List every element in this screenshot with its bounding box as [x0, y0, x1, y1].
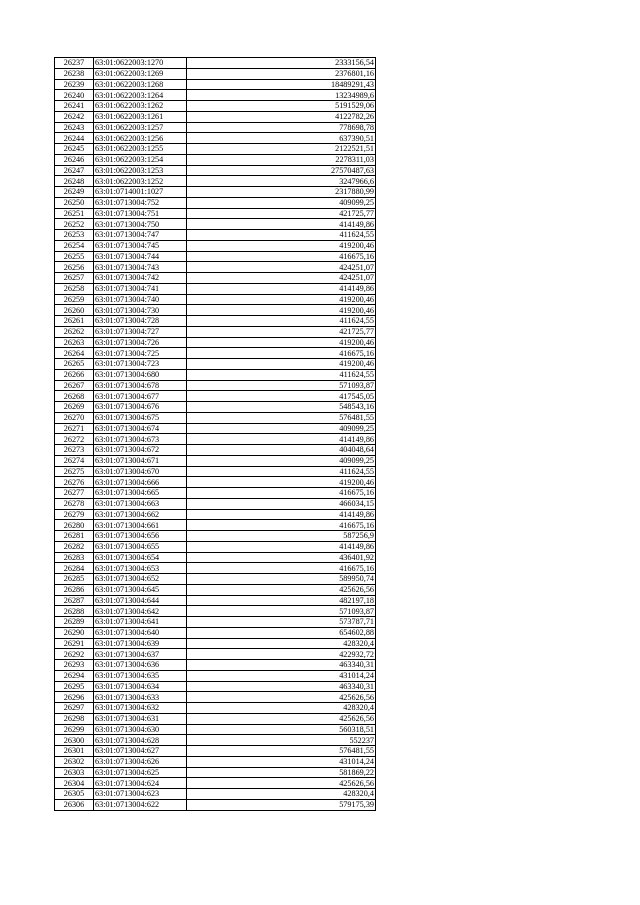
cadastral-number-cell: 63:01:0713004:752 — [94, 197, 187, 208]
table-row — [55, 488, 376, 499]
cadastral-number-cell: 63:01:0713004:723 — [94, 359, 187, 370]
cadastral-number-cell: 63:01:0713004:740 — [94, 294, 187, 305]
row-number-cell: 26277 — [55, 488, 94, 499]
row-number-cell: 26247 — [55, 165, 94, 176]
table-row — [55, 423, 376, 434]
table-row — [55, 305, 376, 316]
cadastral-number-cell: 63:01:0622003:1261 — [94, 111, 187, 122]
cadastral-number-cell: 63:01:0713004:634 — [94, 681, 187, 692]
cadastral-number-cell: 63:01:0713004:632 — [94, 703, 187, 714]
row-number-cell: 26272 — [55, 434, 94, 445]
table-row — [55, 638, 376, 649]
table-row — [55, 262, 376, 273]
value-cell: 419200,46 — [187, 240, 376, 251]
cadastral-number-cell: 63:01:0713004:677 — [94, 391, 187, 402]
value-cell: 637390,51 — [187, 133, 376, 144]
row-number-cell: 26293 — [55, 660, 94, 671]
value-cell: 419200,46 — [187, 305, 376, 316]
row-number-cell: 26251 — [55, 208, 94, 219]
row-number-cell: 26243 — [55, 122, 94, 133]
cadastral-number-cell: 63:01:0713004:625 — [94, 767, 187, 778]
row-number-cell: 26302 — [55, 756, 94, 767]
cadastral-value-table — [54, 57, 376, 811]
value-cell: 654602,88 — [187, 627, 376, 638]
cadastral-number-cell: 63:01:0713004:656 — [94, 531, 187, 542]
value-cell: 466034,15 — [187, 498, 376, 509]
table-row — [55, 724, 376, 735]
table-row — [55, 563, 376, 574]
table-row — [55, 746, 376, 757]
table-row — [55, 767, 376, 778]
cadastral-number-cell: 63:01:0713004:636 — [94, 660, 187, 671]
cadastral-number-cell: 63:01:0713004:624 — [94, 778, 187, 789]
cadastral-number-cell: 63:01:0714001:1027 — [94, 187, 187, 198]
cadastral-number-cell: 63:01:0713004:642 — [94, 606, 187, 617]
table-row — [55, 541, 376, 552]
table-row — [55, 552, 376, 563]
value-cell: 2278311,03 — [187, 154, 376, 165]
value-cell: 428320,4 — [187, 789, 376, 800]
cadastral-number-cell: 63:01:0713004:635 — [94, 670, 187, 681]
cadastral-number-cell: 63:01:0622003:1269 — [94, 68, 187, 79]
value-cell: 416675,16 — [187, 348, 376, 359]
table-row — [55, 498, 376, 509]
cadastral-number-cell: 63:01:0713004:743 — [94, 262, 187, 273]
cadastral-number-cell: 63:01:0713004:744 — [94, 251, 187, 262]
cadastral-number-cell: 63:01:0713004:626 — [94, 756, 187, 767]
row-number-cell: 26299 — [55, 724, 94, 735]
row-number-cell: 26260 — [55, 305, 94, 316]
cadastral-number-cell: 63:01:0713004:742 — [94, 273, 187, 284]
row-number-cell: 26278 — [55, 498, 94, 509]
row-number-cell: 26286 — [55, 584, 94, 595]
cadastral-number-cell: 63:01:0713004:730 — [94, 305, 187, 316]
cadastral-number-cell: 63:01:0622003:1270 — [94, 58, 187, 69]
table-row — [55, 316, 376, 327]
table-row — [55, 273, 376, 284]
value-cell: 419200,46 — [187, 337, 376, 348]
cadastral-number-cell: 63:01:0713004:674 — [94, 423, 187, 434]
table-row — [55, 531, 376, 542]
table-row — [55, 68, 376, 79]
value-cell: 425626,56 — [187, 713, 376, 724]
table-row — [55, 219, 376, 230]
value-cell: 416675,16 — [187, 520, 376, 531]
cadastral-number-cell: 63:01:0713004:627 — [94, 746, 187, 757]
value-cell: 411624,55 — [187, 316, 376, 327]
value-cell: 560318,51 — [187, 724, 376, 735]
row-number-cell: 26258 — [55, 283, 94, 294]
table-row — [55, 90, 376, 101]
table-row — [55, 133, 376, 144]
row-number-cell: 26239 — [55, 79, 94, 90]
value-cell: 589950,74 — [187, 574, 376, 585]
cadastral-number-cell: 63:01:0713004:741 — [94, 283, 187, 294]
value-cell: 428320,4 — [187, 638, 376, 649]
cadastral-number-cell: 63:01:0622003:1253 — [94, 165, 187, 176]
table-row — [55, 176, 376, 187]
table-row — [55, 111, 376, 122]
row-number-cell: 26306 — [55, 799, 94, 810]
row-number-cell: 26301 — [55, 746, 94, 757]
value-cell: 573787,71 — [187, 617, 376, 628]
value-cell: 3247966,6 — [187, 176, 376, 187]
value-cell: 411624,55 — [187, 466, 376, 477]
table-row — [55, 165, 376, 176]
value-cell: 576481,55 — [187, 412, 376, 423]
cadastral-number-cell: 63:01:0713004:631 — [94, 713, 187, 724]
row-number-cell: 26268 — [55, 391, 94, 402]
cadastral-number-cell: 63:01:0622003:1254 — [94, 154, 187, 165]
cadastral-number-cell: 63:01:0713004:665 — [94, 488, 187, 499]
row-number-cell: 26284 — [55, 563, 94, 574]
table-row — [55, 692, 376, 703]
row-number-cell: 26275 — [55, 466, 94, 477]
cadastral-number-cell: 63:01:0713004:640 — [94, 627, 187, 638]
value-cell: 414149,86 — [187, 283, 376, 294]
value-cell: 419200,46 — [187, 359, 376, 370]
value-cell: 5191529,06 — [187, 101, 376, 112]
table-row — [55, 681, 376, 692]
cadastral-number-cell: 63:01:0622003:1255 — [94, 144, 187, 155]
value-cell: 414149,86 — [187, 541, 376, 552]
value-cell: 411624,55 — [187, 369, 376, 380]
value-cell: 4122782,26 — [187, 111, 376, 122]
row-number-cell: 26249 — [55, 187, 94, 198]
row-number-cell: 26238 — [55, 68, 94, 79]
cadastral-number-cell: 63:01:0713004:726 — [94, 337, 187, 348]
table-row — [55, 187, 376, 198]
table-row — [55, 789, 376, 800]
value-cell: 409099,25 — [187, 197, 376, 208]
table-row — [55, 144, 376, 155]
table-row — [55, 101, 376, 112]
row-number-cell: 26298 — [55, 713, 94, 724]
row-number-cell: 26240 — [55, 90, 94, 101]
row-number-cell: 26288 — [55, 606, 94, 617]
cadastral-number-cell: 63:01:0713004:666 — [94, 477, 187, 488]
row-number-cell: 26250 — [55, 197, 94, 208]
table-row — [55, 412, 376, 423]
table-row — [55, 197, 376, 208]
table-row — [55, 703, 376, 714]
row-number-cell: 26295 — [55, 681, 94, 692]
value-cell: 579175,39 — [187, 799, 376, 810]
table-body — [55, 58, 376, 811]
value-cell: 424251,07 — [187, 273, 376, 284]
row-number-cell: 26280 — [55, 520, 94, 531]
cadastral-number-cell: 63:01:0713004:750 — [94, 219, 187, 230]
cadastral-number-cell: 63:01:0622003:1256 — [94, 133, 187, 144]
row-number-cell: 26285 — [55, 574, 94, 585]
value-cell: 421725,77 — [187, 208, 376, 219]
cadastral-number-cell: 63:01:0622003:1268 — [94, 79, 187, 90]
table-row — [55, 294, 376, 305]
value-cell: 416675,16 — [187, 251, 376, 262]
row-number-cell: 26292 — [55, 649, 94, 660]
value-cell: 13234989,6 — [187, 90, 376, 101]
cadastral-number-cell: 63:01:0622003:1257 — [94, 122, 187, 133]
cadastral-number-cell: 63:01:0713004:637 — [94, 649, 187, 660]
row-number-cell: 26270 — [55, 412, 94, 423]
cadastral-number-cell: 63:01:0713004:751 — [94, 208, 187, 219]
row-number-cell: 26282 — [55, 541, 94, 552]
row-number-cell: 26248 — [55, 176, 94, 187]
value-cell: 2333156,54 — [187, 58, 376, 69]
cadastral-number-cell: 63:01:0713004:747 — [94, 230, 187, 241]
value-cell: 2317880,99 — [187, 187, 376, 198]
cadastral-number-cell: 63:01:0713004:630 — [94, 724, 187, 735]
table-row — [55, 455, 376, 466]
row-number-cell: 26289 — [55, 617, 94, 628]
cadastral-number-cell: 63:01:0713004:745 — [94, 240, 187, 251]
value-cell: 548543,16 — [187, 402, 376, 413]
value-cell: 414149,86 — [187, 434, 376, 445]
table-row — [55, 283, 376, 294]
row-number-cell: 26283 — [55, 552, 94, 563]
cadastral-number-cell: 63:01:0713004:725 — [94, 348, 187, 359]
table-row — [55, 574, 376, 585]
value-cell: 416675,16 — [187, 563, 376, 574]
row-number-cell: 26266 — [55, 369, 94, 380]
row-number-cell: 26263 — [55, 337, 94, 348]
table-row — [55, 617, 376, 628]
row-number-cell: 26265 — [55, 359, 94, 370]
row-number-cell: 26290 — [55, 627, 94, 638]
row-number-cell: 26254 — [55, 240, 94, 251]
cadastral-number-cell: 63:01:0713004:728 — [94, 316, 187, 327]
row-number-cell: 26262 — [55, 326, 94, 337]
row-number-cell: 26242 — [55, 111, 94, 122]
value-cell: 425626,56 — [187, 778, 376, 789]
cadastral-number-cell: 63:01:0713004:654 — [94, 552, 187, 563]
value-cell: 417545,05 — [187, 391, 376, 402]
value-cell: 431014,24 — [187, 756, 376, 767]
value-cell: 414149,86 — [187, 509, 376, 520]
value-cell: 421725,77 — [187, 326, 376, 337]
cadastral-number-cell: 63:01:0713004:639 — [94, 638, 187, 649]
row-number-cell: 26273 — [55, 445, 94, 456]
table-row — [55, 230, 376, 241]
table-row — [55, 359, 376, 370]
value-cell: 581869,22 — [187, 767, 376, 778]
table-row — [55, 369, 376, 380]
row-number-cell: 26252 — [55, 219, 94, 230]
row-number-cell: 26259 — [55, 294, 94, 305]
value-cell: 409099,25 — [187, 423, 376, 434]
row-number-cell: 26294 — [55, 670, 94, 681]
value-cell: 431014,24 — [187, 670, 376, 681]
row-number-cell: 26279 — [55, 509, 94, 520]
row-number-cell: 26276 — [55, 477, 94, 488]
table-row — [55, 154, 376, 165]
cadastral-number-cell: 63:01:0713004:622 — [94, 799, 187, 810]
row-number-cell: 26244 — [55, 133, 94, 144]
table-row — [55, 756, 376, 767]
table-row — [55, 122, 376, 133]
value-cell: 425626,56 — [187, 692, 376, 703]
value-cell: 2122521,51 — [187, 144, 376, 155]
cadastral-number-cell: 63:01:0713004:676 — [94, 402, 187, 413]
table-row — [55, 595, 376, 606]
value-cell: 428320,4 — [187, 703, 376, 714]
cadastral-number-cell: 63:01:0713004:633 — [94, 692, 187, 703]
table-row — [55, 584, 376, 595]
row-number-cell: 26274 — [55, 455, 94, 466]
cadastral-number-cell: 63:01:0713004:670 — [94, 466, 187, 477]
cadastral-number-cell: 63:01:0622003:1264 — [94, 90, 187, 101]
table-row — [55, 58, 376, 69]
cadastral-number-cell: 63:01:0713004:673 — [94, 434, 187, 445]
value-cell: 411624,55 — [187, 230, 376, 241]
table-row — [55, 520, 376, 531]
row-number-cell: 26297 — [55, 703, 94, 714]
table-row — [55, 627, 376, 638]
value-cell: 416675,16 — [187, 488, 376, 499]
table-row — [55, 251, 376, 262]
value-cell: 571093,87 — [187, 380, 376, 391]
cadastral-number-cell: 63:01:0713004:652 — [94, 574, 187, 585]
value-cell: 552237 — [187, 735, 376, 746]
table-row — [55, 477, 376, 488]
cadastral-number-cell: 63:01:0713004:623 — [94, 789, 187, 800]
row-number-cell: 26264 — [55, 348, 94, 359]
value-cell: 482197,18 — [187, 595, 376, 606]
table-row — [55, 735, 376, 746]
table-row — [55, 670, 376, 681]
row-number-cell: 26303 — [55, 767, 94, 778]
cadastral-number-cell: 63:01:0713004:727 — [94, 326, 187, 337]
row-number-cell: 26271 — [55, 423, 94, 434]
cadastral-number-cell: 63:01:0713004:675 — [94, 412, 187, 423]
value-cell: 2376801,16 — [187, 68, 376, 79]
table-row — [55, 466, 376, 477]
value-cell: 571093,87 — [187, 606, 376, 617]
row-number-cell: 26304 — [55, 778, 94, 789]
value-cell: 18489291,43 — [187, 79, 376, 90]
table-row — [55, 391, 376, 402]
table-row — [55, 606, 376, 617]
table-row — [55, 778, 376, 789]
cadastral-number-cell: 63:01:0713004:653 — [94, 563, 187, 574]
cadastral-number-cell: 63:01:0622003:1262 — [94, 101, 187, 112]
row-number-cell: 26257 — [55, 273, 94, 284]
table-row — [55, 434, 376, 445]
table-row — [55, 509, 376, 520]
table-row — [55, 713, 376, 724]
value-cell: 463340,31 — [187, 660, 376, 671]
row-number-cell: 26267 — [55, 380, 94, 391]
row-number-cell: 26291 — [55, 638, 94, 649]
row-number-cell: 26256 — [55, 262, 94, 273]
cadastral-number-cell: 63:01:0713004:662 — [94, 509, 187, 520]
row-number-cell: 26287 — [55, 595, 94, 606]
value-cell: 414149,86 — [187, 219, 376, 230]
row-number-cell: 26281 — [55, 531, 94, 542]
table-row — [55, 649, 376, 660]
table-row — [55, 402, 376, 413]
cadastral-number-cell: 63:01:0713004:661 — [94, 520, 187, 531]
value-cell: 419200,46 — [187, 294, 376, 305]
table-row — [55, 380, 376, 391]
value-cell: 436401,92 — [187, 552, 376, 563]
value-cell: 409099,25 — [187, 455, 376, 466]
value-cell: 425626,56 — [187, 584, 376, 595]
cadastral-number-cell: 63:01:0713004:672 — [94, 445, 187, 456]
row-number-cell: 26296 — [55, 692, 94, 703]
row-number-cell: 26241 — [55, 101, 94, 112]
row-number-cell: 26305 — [55, 789, 94, 800]
cadastral-number-cell: 63:01:0713004:644 — [94, 595, 187, 606]
cadastral-number-cell: 63:01:0713004:680 — [94, 369, 187, 380]
table-row — [55, 799, 376, 810]
table-row — [55, 208, 376, 219]
cadastral-number-cell: 63:01:0622003:1252 — [94, 176, 187, 187]
cadastral-number-cell: 63:01:0713004:641 — [94, 617, 187, 628]
value-cell: 404048,64 — [187, 445, 376, 456]
row-number-cell: 26246 — [55, 154, 94, 165]
row-number-cell: 26255 — [55, 251, 94, 262]
cadastral-number-cell: 63:01:0713004:645 — [94, 584, 187, 595]
table-row — [55, 240, 376, 251]
row-number-cell: 26261 — [55, 316, 94, 327]
row-number-cell: 26300 — [55, 735, 94, 746]
table-row — [55, 348, 376, 359]
value-cell: 419200,46 — [187, 477, 376, 488]
value-cell: 463340,31 — [187, 681, 376, 692]
cadastral-number-cell: 63:01:0713004:663 — [94, 498, 187, 509]
cadastral-number-cell: 63:01:0713004:628 — [94, 735, 187, 746]
table-row — [55, 660, 376, 671]
table-row — [55, 326, 376, 337]
cadastral-number-cell: 63:01:0713004:655 — [94, 541, 187, 552]
cadastral-number-cell: 63:01:0713004:671 — [94, 455, 187, 466]
value-cell: 422932,72 — [187, 649, 376, 660]
value-cell: 576481,55 — [187, 746, 376, 757]
value-cell: 587256,9 — [187, 531, 376, 542]
row-number-cell: 26269 — [55, 402, 94, 413]
row-number-cell: 26245 — [55, 144, 94, 155]
value-cell: 778698,78 — [187, 122, 376, 133]
table-row — [55, 79, 376, 90]
table-row — [55, 337, 376, 348]
value-cell: 27570487,63 — [187, 165, 376, 176]
row-number-cell: 26237 — [55, 58, 94, 69]
table-row — [55, 445, 376, 456]
row-number-cell: 26253 — [55, 230, 94, 241]
value-cell: 424251,07 — [187, 262, 376, 273]
cadastral-number-cell: 63:01:0713004:678 — [94, 380, 187, 391]
